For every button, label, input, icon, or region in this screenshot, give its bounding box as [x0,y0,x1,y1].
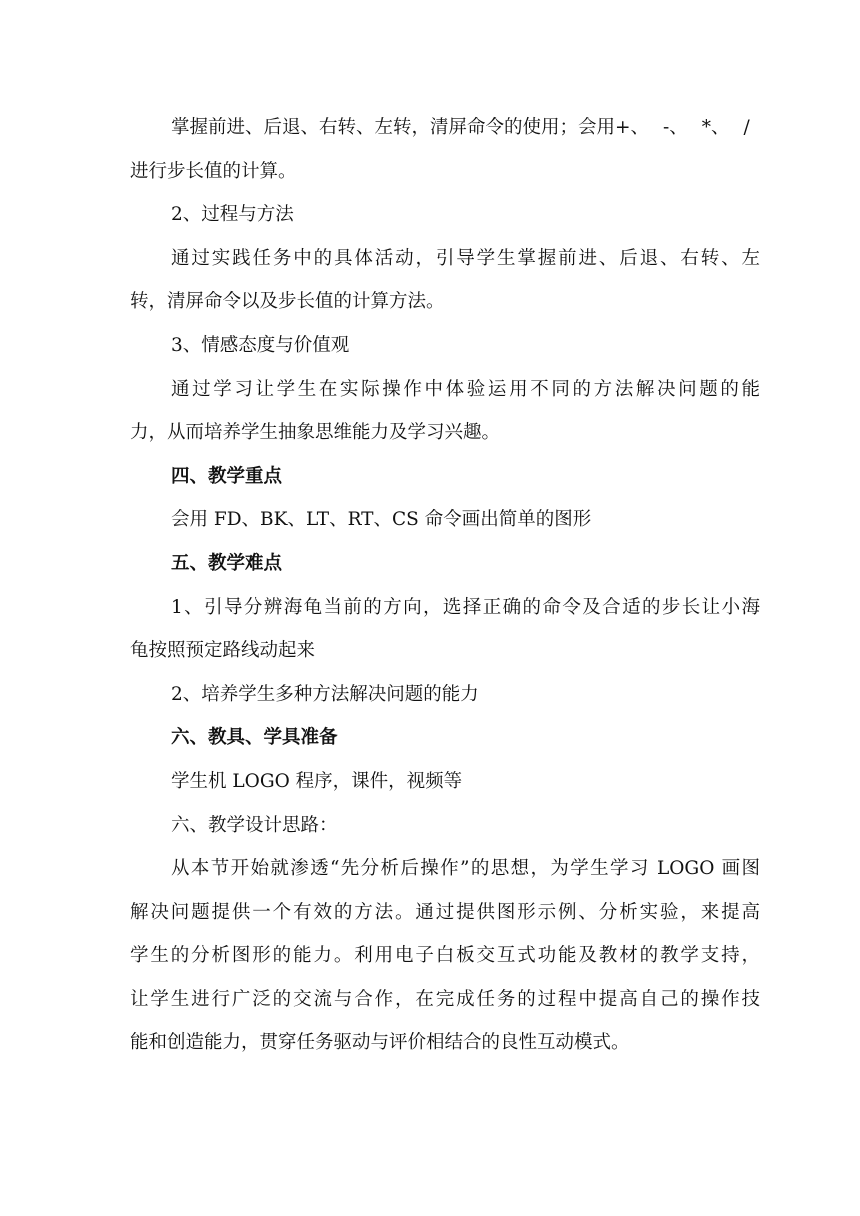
design-paragraph-line-4: 让学生进行广泛的交流与合作，在完成任务的过程中提高自己的操作技 [130,988,760,1010]
difficulty-1-line-2: 龟按照预定路线动起来 [130,640,316,662]
document-body [130,106,760,1065]
key-points-paragraph: 会用 FD、BK、LT、RT、CS 命令画出简单的图形 [171,509,592,531]
operator-divide: / [743,117,750,138]
emotion-paragraph-line-1: 通过学习让学生在实际操作中体验运用不同的方法解决问题的能 [171,378,760,400]
heading-process-method: 2、过程与方法 [171,204,294,226]
skills-paragraph-line-2: 进行步长值的计算。 [130,160,297,182]
operator-list [649,106,750,150]
heading-emotion-values: 3、情感态度与价值观 [171,334,350,356]
heading-design-ideas: 六、教学设计思路： [171,814,338,836]
design-paragraph-line-3: 学生的分析图形的能力。利用电子白板交互式功能及教材的教学支持， [130,945,760,967]
skills-text: 掌握前进、后退、右转、左转，清屏命令的使用；会用+、 [171,117,650,138]
design-paragraph-line-5: 能和创造能力，贯穿任务驱动与评价相结合的良性互动模式。 [130,1032,630,1054]
process-paragraph-line-1: 通过实践任务中的具体活动，引导学生掌握前进、后退、右转、左 [171,247,760,269]
tools-paragraph: 学生机 LOGO 程序，课件，视频等 [171,770,463,792]
design-paragraph-line-2: 解决问题提供一个有效的方法。通过提供图形示例、分析实验，来提高 [130,901,760,923]
operator-minus: -、 [663,117,688,138]
heading-teaching-difficulties: 五、教学难点 [171,552,283,574]
skills-paragraph-line-1 [130,106,760,150]
operator-multiply: *、 [701,117,730,138]
heading-teaching-tools: 六、教具、学具准备 [171,727,338,749]
difficulty-1-line-1: 1、引导分辨海龟当前的方向，选择正确的命令及合适的步长让小海 [171,596,760,618]
heading-teaching-key-points: 四、教学重点 [171,465,283,487]
process-paragraph-line-2: 转，清屏命令以及步长值的计算方法。 [130,291,445,313]
design-paragraph-line-1: 从本节开始就渗透“先分析后操作”的思想，为学生学习 LOGO 画图 [171,858,760,880]
difficulty-2: 2、培养学生多种方法解决问题的能力 [171,683,479,705]
emotion-paragraph-line-2: 力，从而培养学生抽象思维能力及学习兴趣。 [130,422,501,444]
